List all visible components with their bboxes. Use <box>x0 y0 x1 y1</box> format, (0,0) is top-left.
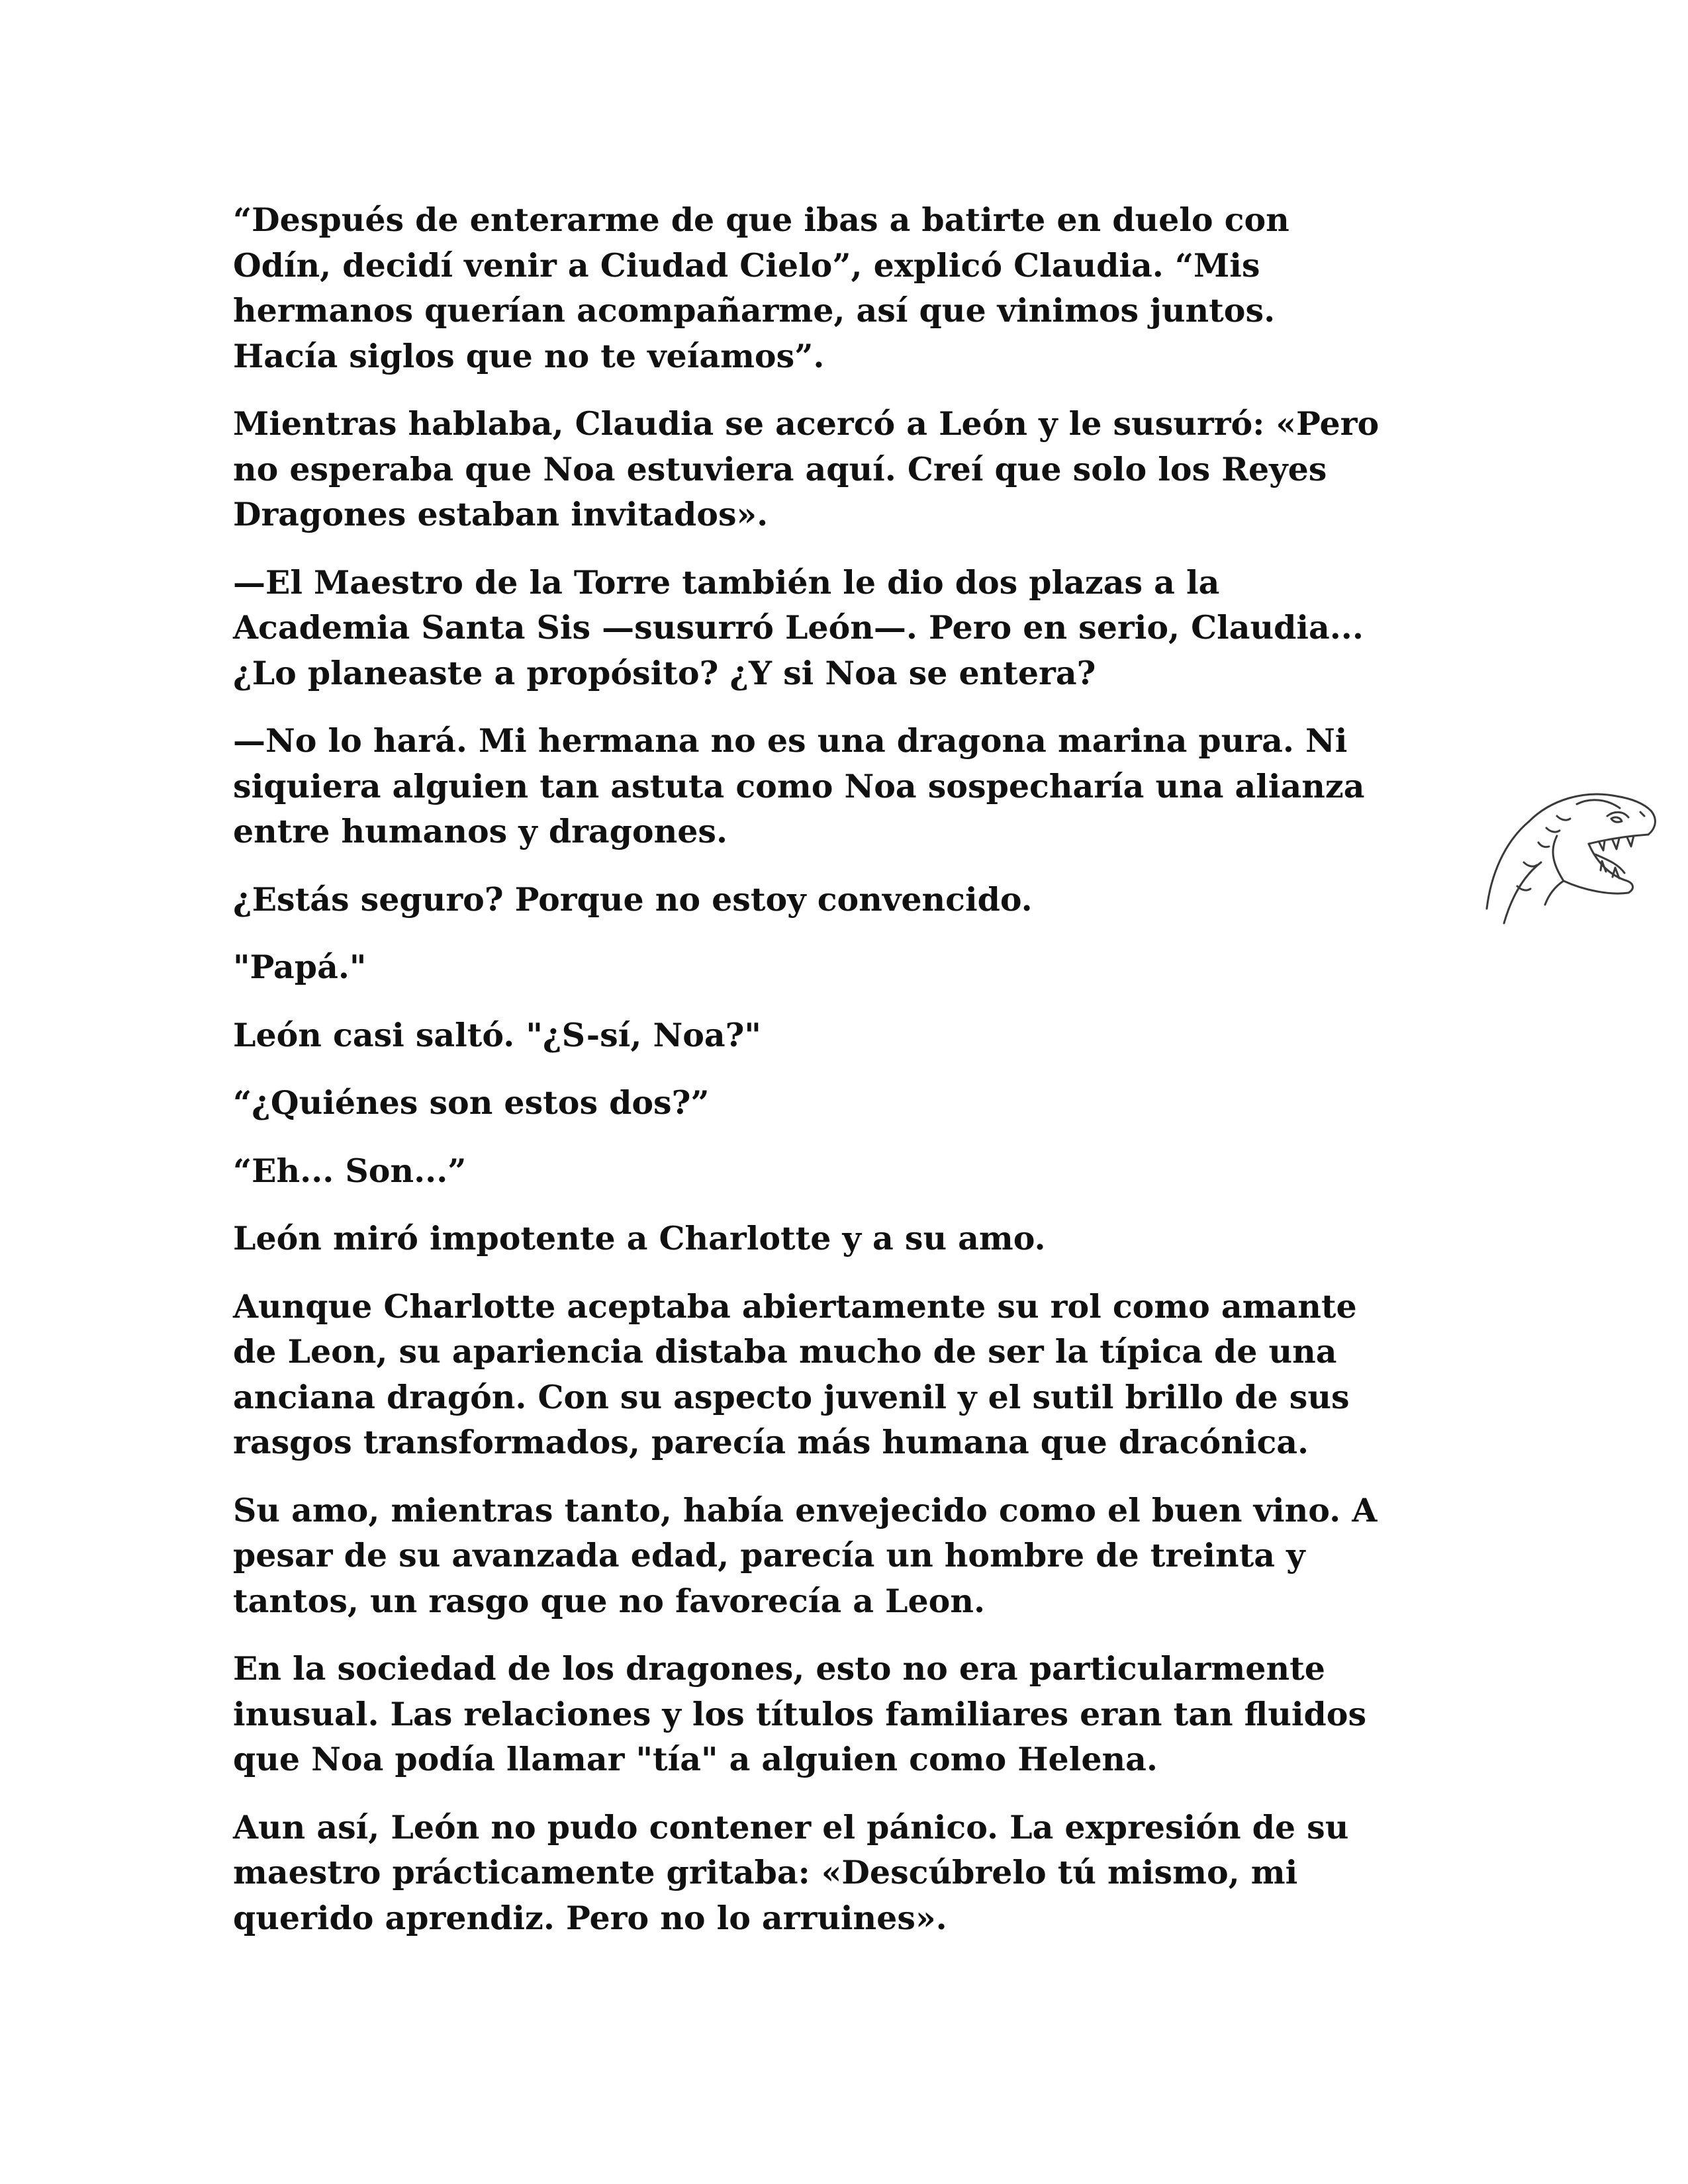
paragraph: “¿Quiénes son estos dos?” <box>233 1083 710 1122</box>
paragraph: León casi saltó. "¿S-sí, Noa?" <box>233 1015 761 1054</box>
paragraph: Aun así, León no pudo contener el pánico. La expresión de su maestro prácticamente gritaba: «Descúbrelo tú mismo, mi querido aprendiz. Pero no lo arruines». <box>233 1807 1349 1937</box>
paragraph: Su amo, mientras tanto, había envejecido como el buen vino. A pesar de su avanzada edad, parecía un hombre de treinta y tantos, un rasgo que no favorecía a Leon. <box>233 1490 1378 1620</box>
paragraph: —El Maestro de la Torre también le dio dos plazas a la Academia Santa Sis —susurró León—. Pero en serio, Claudia... ¿Lo planeaste a propósito? ¿Y si Noa se entera? <box>233 563 1364 692</box>
paragraph: Aunque Charlotte aceptaba abiertamente su rol como amante de Leon, su apariencia distaba mucho de ser la típica de una anciana dragón. Con su aspecto juvenil y el sutil brillo de sus rasgos transformados, parecía más humana que dracónica. <box>233 1287 1357 1461</box>
body-text <box>233 197 1491 1963</box>
paragraph: ¿Estás seguro? Porque no estoy convencido. <box>233 880 1033 919</box>
paragraph: En la sociedad de los dragones, esto no era particularmente inusual. Las relaciones y los títulos familiares eran tan fluidos que Noa podía llamar "tía" a alguien como Helena. <box>233 1649 1367 1778</box>
paragraph: León miró impotente a Charlotte y a su amo. <box>233 1219 1046 1257</box>
paragraph: “Eh... Son...” <box>233 1151 467 1190</box>
dragon-head-sketch-icon <box>1477 770 1662 929</box>
paragraph: "Papá." <box>233 948 367 986</box>
paragraph: “Después de enterarme de que ibas a batirte en duelo con Odín, decidí venir a Ciudad Cielo”, explicó Claudia. “Mis hermanos querían acompañarme, así que vinimos juntos. Hacía siglos que no te veíamos”. <box>233 201 1289 375</box>
paragraph: —No lo hará. Mi hermana no es una dragona marina pura. Ni siquiera alguien tan astuta como Noa sospecharía una alianza entre humanos y dragones. <box>233 721 1365 850</box>
paragraph: Mientras hablaba, Claudia se acercó a León y le susurró: «Pero no esperaba que Noa estuviera aquí. Creí que solo los Reyes Dragones estaban invitados». <box>233 404 1380 533</box>
